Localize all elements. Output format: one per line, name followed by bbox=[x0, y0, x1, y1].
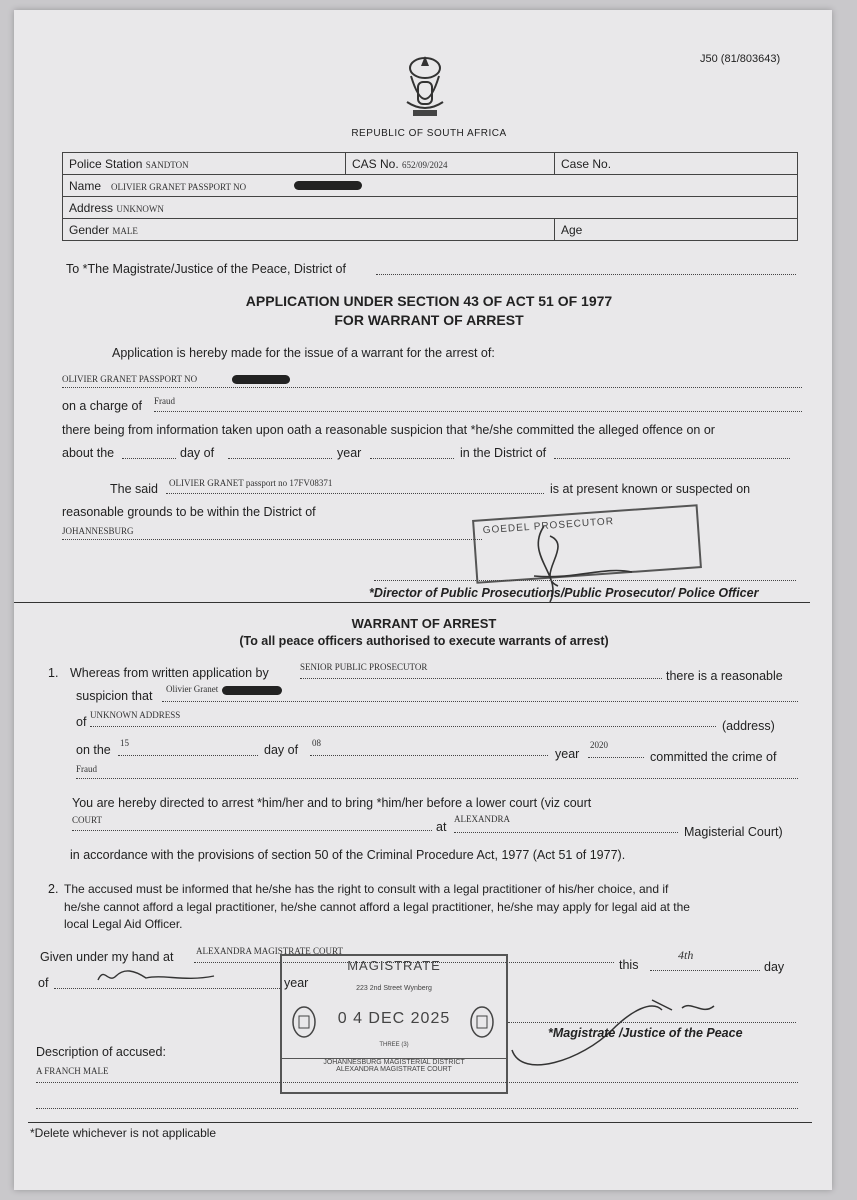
prosecutor-stamp: GOEDEL PROSECUTOR bbox=[472, 504, 702, 584]
charge-line bbox=[154, 411, 802, 412]
stamp-address: 223 2nd Street Wynberg bbox=[356, 985, 432, 992]
district-blank bbox=[376, 274, 796, 275]
applicant-person: OLIVIER GRANET PASSPORT NO bbox=[62, 374, 198, 384]
charge-value: Fraud bbox=[154, 396, 175, 406]
present-known-text: is at present known or suspected on bbox=[550, 482, 751, 496]
this-day-value: 4th bbox=[678, 948, 694, 962]
warrant-document bbox=[14, 10, 832, 1190]
magistrate-line bbox=[508, 1022, 796, 1023]
title-line-2: FOR WARRANT OF ARREST bbox=[334, 312, 524, 328]
reasonable-grounds-text: reasonable grounds to be within the District of bbox=[62, 505, 316, 519]
name-value: OLIVIER GRANET PASSPORT NO bbox=[111, 181, 247, 192]
cas-cell: CAS No. 652/09/2024 bbox=[346, 153, 555, 175]
on-the-label: on the bbox=[76, 743, 111, 757]
address-cell: Address UNKNOWN bbox=[63, 197, 798, 219]
signatory-label: *Director of Public Prosecutions/Public Prosecutor/ Police Officer bbox=[369, 586, 759, 600]
crime-month-line bbox=[310, 755, 548, 756]
suspect-line bbox=[162, 701, 798, 702]
said-person-value: OLIVIER GRANET passport no 17FV08371 bbox=[169, 478, 333, 488]
crime-value: Fraud bbox=[76, 764, 97, 774]
form-code: J50 (81/803643) bbox=[700, 53, 781, 65]
gender-cell: Gender MALE bbox=[63, 219, 555, 241]
redaction-mark bbox=[294, 181, 362, 190]
cas-value: 652/09/2024 bbox=[402, 159, 448, 170]
description-label: Description of accused: bbox=[36, 1045, 166, 1059]
month-blank bbox=[228, 458, 332, 459]
paragraph-2-line-1: The accused must be informed that he/she has the right to consult with a legal practitioner of his/her choice, and if bbox=[64, 882, 669, 896]
stamp-crest-left-icon bbox=[290, 1004, 318, 1040]
stamp-three: THREE (3) bbox=[379, 1042, 409, 1048]
police-station-cell: Police Station SANDTON bbox=[63, 153, 346, 175]
in-district-label: in the District of bbox=[460, 446, 547, 460]
republic-label: REPUBLIC OF SOUTH AFRICA bbox=[351, 128, 507, 139]
this-day-line bbox=[650, 970, 760, 971]
coat-of-arms-icon bbox=[399, 52, 451, 122]
committed-label: committed the crime of bbox=[650, 750, 777, 764]
signatory-line bbox=[374, 580, 796, 581]
magisterial-label: Magisterial Court) bbox=[684, 825, 783, 839]
day-label: day bbox=[764, 960, 785, 974]
crime-day-line bbox=[118, 755, 258, 756]
stamp-district-2: ALEXANDRA MAGISTRATE COURT bbox=[336, 1066, 452, 1073]
applicant-value: SENIOR PUBLIC PROSECUTOR bbox=[300, 662, 428, 672]
court-place-value: ALEXANDRA bbox=[454, 814, 510, 824]
the-said-label: The said bbox=[110, 482, 158, 496]
person-line bbox=[62, 387, 802, 388]
this-label: this bbox=[619, 958, 639, 972]
month-handwriting-icon bbox=[94, 964, 244, 988]
section-divider bbox=[14, 602, 810, 603]
given-place-value: ALEXANDRA MAGISTRATE COURT bbox=[196, 946, 343, 956]
suspect-value: Olivier Granet bbox=[166, 684, 219, 694]
in-district-blank bbox=[554, 458, 790, 459]
warrant-title: WARRANT OF ARREST bbox=[351, 616, 497, 631]
stamp-district-1: JOHANNESBURG MAGISTERIAL DISTRICT bbox=[282, 1058, 506, 1066]
year-label: year bbox=[337, 446, 362, 460]
year-label-3: year bbox=[284, 976, 309, 990]
said-person-line bbox=[166, 493, 544, 494]
age-cell: Age bbox=[555, 219, 798, 241]
stamp-crest-right-icon bbox=[468, 1004, 496, 1040]
year-blank bbox=[370, 458, 454, 459]
footnote: *Delete whichever is not applicable bbox=[30, 1126, 217, 1140]
applicant-line bbox=[300, 678, 662, 679]
district-value: JOHANNESBURG bbox=[62, 526, 134, 536]
paragraph-2-number: 2. bbox=[48, 882, 59, 896]
title-line-1: APPLICATION UNDER SECTION 43 OF ACT 51 OF 1977 bbox=[245, 293, 613, 309]
court-value: COURT bbox=[72, 815, 102, 825]
case-info-table bbox=[62, 152, 798, 241]
paragraph-2-line-2: he/she cannot afford a legal practitioner, he/she cannot afford a legal practitioner, he/she may apply for legal aid at the bbox=[64, 900, 690, 914]
crime-line bbox=[76, 778, 798, 779]
of-label-2: of bbox=[38, 976, 49, 990]
crime-year-value: 2020 bbox=[590, 740, 608, 750]
directed-text: You are hereby directed to arrest *him/her and to bring *him/her before a lower court (viz court bbox=[72, 796, 592, 810]
given-under-label: Given under my hand at bbox=[40, 950, 174, 964]
warrant-subtitle: (To all peace officers authorised to execute warrants of arrest) bbox=[239, 634, 609, 648]
paragraph-1-b: there is a reasonable bbox=[666, 669, 783, 683]
year-label-2: year bbox=[555, 747, 580, 761]
stamp-date: 0 4 DEC 2025 bbox=[337, 1010, 451, 1027]
redaction-mark-2 bbox=[232, 375, 290, 384]
suspect-address-value: UNKNOWN ADDRESS bbox=[90, 710, 181, 720]
paragraph-1-a: Whereas from written application by bbox=[70, 666, 269, 680]
day-of-label-2: day of bbox=[264, 743, 299, 757]
crime-year-line bbox=[588, 757, 644, 758]
suspect-address-line bbox=[90, 726, 716, 727]
accordance-text: in accordance with the provisions of section 50 of the Criminal Procedure Act, 1977 (Act 51 of 1977). bbox=[70, 848, 626, 862]
application-intro: Application is hereby made for the issue of a warrant for the arrest of: bbox=[112, 346, 495, 360]
address-suffix: (address) bbox=[722, 719, 775, 733]
magistrate-label: *Magistrate /Justice of the Peace bbox=[548, 1026, 743, 1040]
redaction-mark-3 bbox=[222, 686, 282, 695]
gender-value: MALE bbox=[112, 225, 138, 236]
to-line: To *The Magistrate/Justice of the Peace, District of bbox=[66, 262, 346, 276]
name-cell: Name OLIVIER GRANET PASSPORT NO bbox=[63, 175, 798, 197]
paragraph-2-line-3: local Legal Aid Officer. bbox=[64, 917, 183, 931]
description-value: A FRANCH MALE bbox=[36, 1066, 109, 1076]
suspicion-that-label: suspicion that bbox=[76, 689, 153, 703]
crime-day-value: 15 bbox=[120, 738, 129, 748]
about-day-blank bbox=[122, 458, 176, 459]
charge-prefix: on a charge of bbox=[62, 399, 142, 413]
stamp-magistrate-title: MAGISTRATE bbox=[347, 958, 441, 973]
case-no-cell: Case No. bbox=[555, 153, 798, 175]
court-line bbox=[72, 830, 432, 831]
district-line bbox=[62, 539, 482, 540]
about-the-label: about the bbox=[62, 446, 115, 460]
month-line bbox=[54, 988, 282, 989]
at-label: at bbox=[436, 820, 447, 834]
crime-month-value: 08 bbox=[312, 738, 321, 748]
paragraph-1-number: 1. bbox=[48, 666, 59, 680]
footer-divider bbox=[28, 1122, 812, 1123]
of-label: of bbox=[76, 715, 87, 729]
suspicion-text: there being from information taken upon oath a reasonable suspicion that *he/she committed the alleged offence on or bbox=[62, 423, 715, 437]
description-line-1 bbox=[36, 1082, 798, 1083]
day-of-label: day of bbox=[180, 446, 215, 460]
description-line-2 bbox=[36, 1108, 798, 1109]
address-value: UNKNOWN bbox=[116, 203, 164, 214]
police-station-value: SANDTON bbox=[145, 159, 189, 170]
court-place-line bbox=[454, 832, 678, 833]
